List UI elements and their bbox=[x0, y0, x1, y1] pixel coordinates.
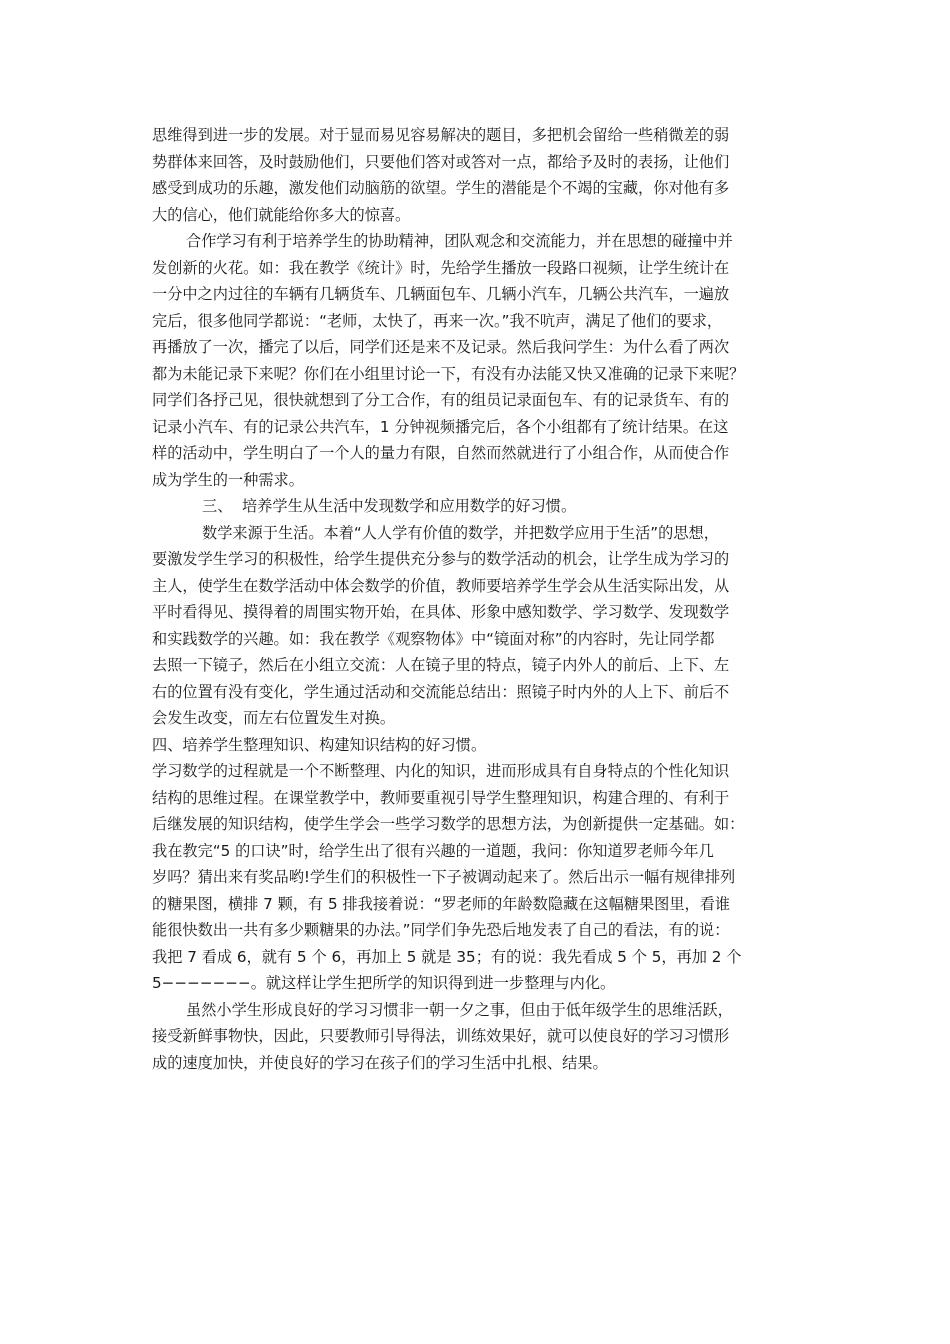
text-line: 记录小汽车、有的记录公共汽车，1 分钟视频播完后，各个小组都有了统计结果。在这 bbox=[152, 417, 729, 436]
text-line: 成的速度加快，并使良好的学习在孩子们的学习生活中扎根、结果。 bbox=[152, 1053, 608, 1072]
text-line: 发创新的火花。如：我在教学《统计》时，先给学生播放一段路口视频，让学生统计在 bbox=[152, 258, 730, 277]
document-body bbox=[152, 122, 828, 1076]
text-line: 同学们各抒己见，很快就想到了分工合作，有的组员记录面包车、有的记录货车、有的 bbox=[152, 391, 730, 409]
text-line: 后继发展的知识结构，使学生学会一些学习数学的思想方法，为创新提供一定基础。如： bbox=[152, 815, 745, 833]
text-line: 大的信心，他们就能给你多大的惊喜。 bbox=[152, 205, 411, 224]
text-line: 都为未能记录下来呢？你们在小组里讨论一下，有没有办法能又快又准确的记录下来呢？ bbox=[152, 364, 745, 383]
text-line: 完后，很多他同学都说：“老师，太快了，再来一次。”我不吭声，满足了他们的要求， bbox=[152, 311, 723, 330]
text-line: 去照一下镜子，然后在小组立交流：人在镜子里的特点，镜子内外人的前后、上下、左 bbox=[152, 656, 730, 674]
text-line: 我在教完“5 的口诀”时，给学生出了很有兴趣的一道题，我问：你知道罗老师今年几 bbox=[152, 841, 714, 860]
text-line: 结构的思维过程。在课堂教学中，教师要重视引导学生整理知识，构建合理的、有利于 bbox=[152, 788, 730, 807]
text-line: 再播放了一次，播完了以后，同学们还是来不及记录。然后我问学生：为什么看了两次 bbox=[152, 338, 730, 356]
text-line: 思维得到进一步的发展。对于显而易见容易解决的题目，多把机会留给一些稍微差的弱 bbox=[152, 126, 730, 144]
text-line: 接受新鲜事物快，因此，只要教师引导得法，训练效果好，就可以使良好的学习习惯形 bbox=[152, 1027, 730, 1045]
text-line: 合作学习有利于培养学生的协助精神，团队观念和交流能力，并在思想的碰撞中并 bbox=[186, 232, 733, 250]
text-line: 一分中之内过往的车辆有几辆货车、几辆面包车、几辆小汽车，几辆公共汽车，一遍放 bbox=[152, 285, 730, 303]
text-line: 会发生改变，而左右位置发生对换。 bbox=[152, 709, 395, 727]
text-line: 要激发学生学习的积极性，给学生提供充分参与的数学活动的机会，让学生成为学习的 bbox=[152, 550, 730, 568]
text-line: 平时看得见、摸得着的周围实物开始，在具体、形象中感知数学、学习数学、发现数学 bbox=[152, 603, 730, 621]
text-line: 数学来源于生活。本着“人人学有价值的数学，并把数学应用于生活”的思想， bbox=[202, 523, 719, 542]
text-line: 主人，使学生在数学活动中体会数学的价值，教师要培养学生学会从生活实际出发，从 bbox=[152, 576, 730, 595]
text-line: 的糖果图，横排 7 颗，有 5 排我接着说：“罗老师的年龄数隐藏在这幅糖果图里，看谁 bbox=[152, 894, 731, 913]
text-line: 虽然小学生形成良好的学习习惯非一朝一夕之事，但由于低年级学生的思维活跃， bbox=[186, 1000, 733, 1019]
text-line: 我把 7 看成 6，就有 5 个 6，再加上 5 就是 35；有的说：我先看成 5 个 5，再加 2 个 bbox=[152, 947, 742, 966]
text-line: 能很快数出一共有多少颗糖果的办法。”同学们争先恐后地发表了自己的看法，有的说： bbox=[152, 921, 730, 939]
text-line: 四、培养学生整理知识、构建知识结构的好习惯。 bbox=[152, 735, 487, 754]
text-line: 感受到成功的乐趣，激发他们动脑筋的欲望。学生的潜能是个不竭的宝藏，你对他有多 bbox=[152, 179, 730, 197]
text-line: 学习数学的过程就是一个不断整理、内化的知识，进而形成具有自身特点的个性化知识 bbox=[152, 762, 730, 780]
text-line: 成为学生的一种需求。 bbox=[152, 470, 304, 489]
text-line: 三、 培养学生从生活中发现数学和应用数学的好习惯。 bbox=[202, 497, 577, 515]
text-line: 右的位置有没有变化，学生通过活动和交流能总结出：照镜子时内外的人上下、前后不 bbox=[152, 682, 730, 701]
text-line: 势群体来回答，及时鼓励他们，只要他们答对或答对一点，都给予及时的表扬，让他们 bbox=[152, 152, 730, 171]
text-line: 样的活动中，学生明白了一个人的量力有限，自然而然就进行了小组合作，从而使合作 bbox=[152, 444, 730, 462]
text-line: 5−−−−−−−。就这样让学生把所学的知识得到进一步整理与内化。 bbox=[152, 974, 616, 992]
text-line: 岁吗？猜出来有奖品哟!学生们的积极性一下子被调动起来了。然后出示一幅有规律排列 bbox=[152, 868, 736, 886]
text-line: 和实践数学的兴趣。如：我在教学《观察物体》中“镜面对称”的内容时，先让同学都 bbox=[152, 629, 715, 648]
